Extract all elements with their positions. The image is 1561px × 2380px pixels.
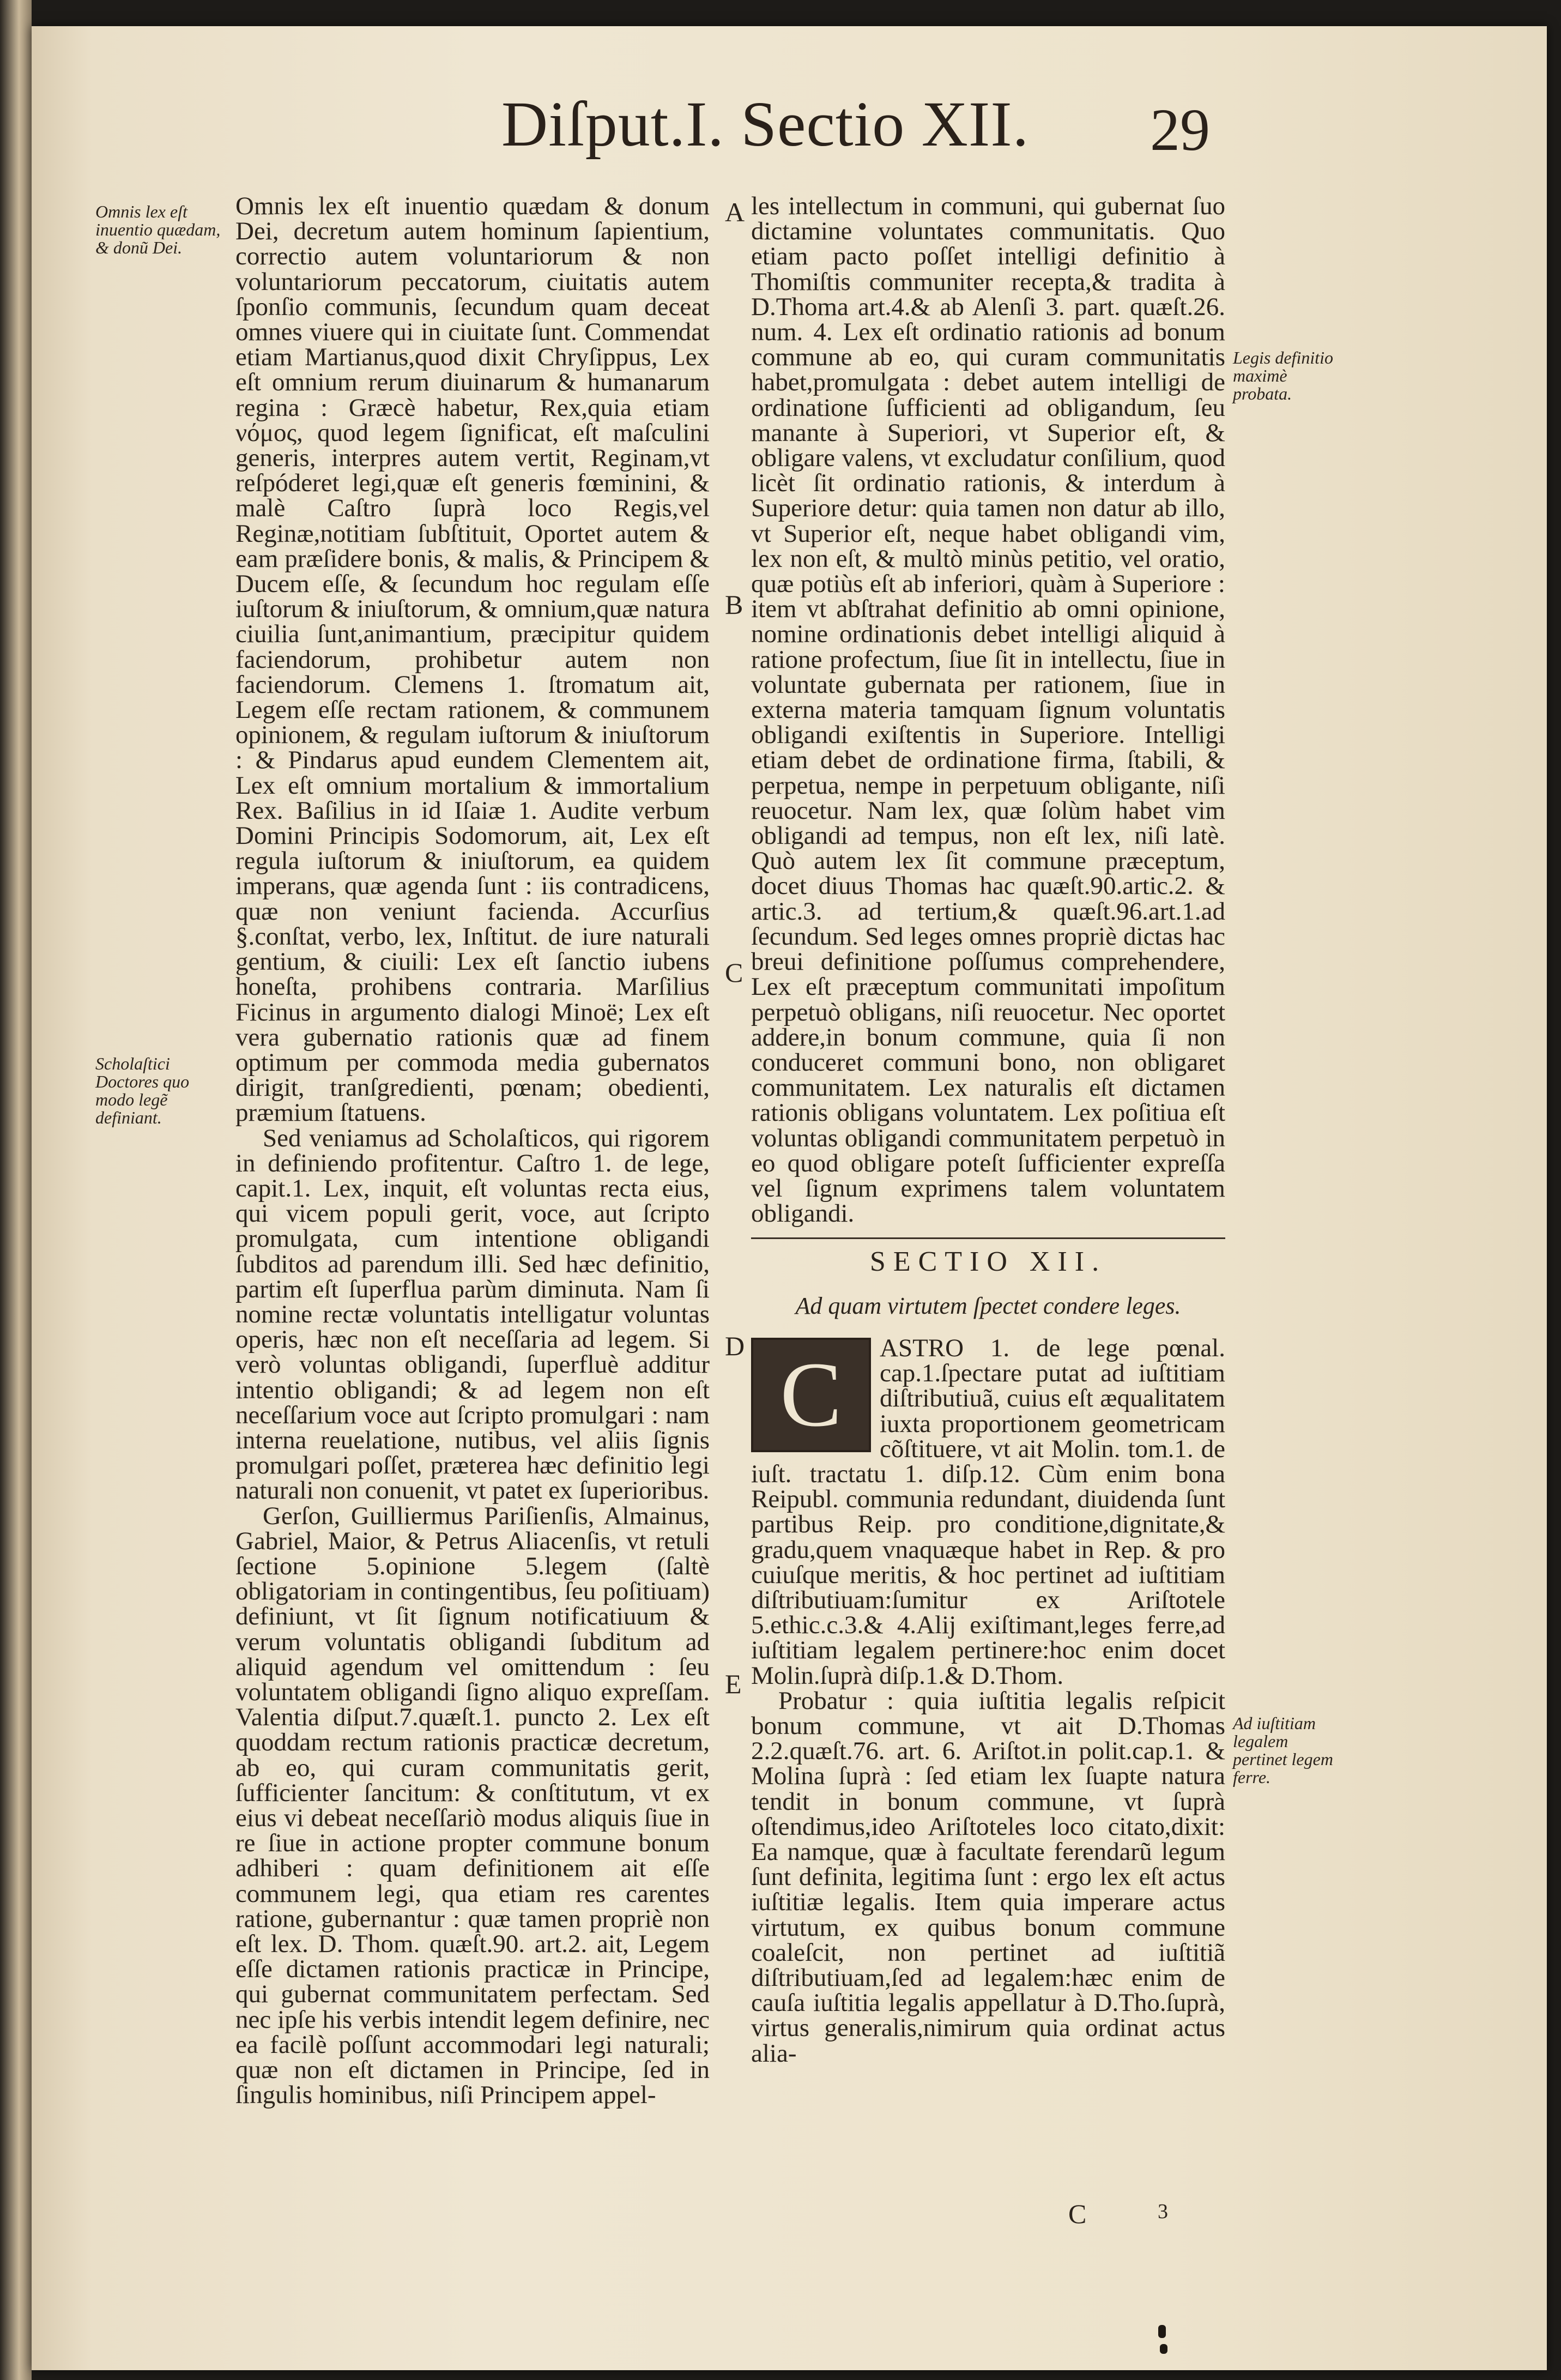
drop-cap: C: [751, 1338, 871, 1452]
column-letter: E: [725, 1669, 742, 1699]
running-header: Diſput.I. Sectio XII.: [501, 88, 1030, 160]
paragraph: Gerſon, Guilliermus Pariſienſis, Almainus, Gabriel, Maior, & Petrus Aliacenſis, vt retuli ſectione 5.opinione 5.legem (ſaltè obligatoriam in contingentibus, ſeu poſitiuam) definiunt, vt ſit ſignum notificatiuum & verum voluntatis obligandi ſubditum ad aliquid agendum vel omittendum : ſeu voluntatem obligandi ſigno aliquo expreſſam. Valentia diſput.7.quæſt.1. puncto 2. Lex eſt quoddam rectum rationis practicæ decretum, ab eo, qui curam communitatis gerit, ſufficienter ſancitum: & conſtitutum, vt ex eius vi debeat neceſſariò modus aliquis ſiue in re ſiue in actione propter commune bonum adhiberi : quam definitionem ait eſſe communem legi, qua etiam res carentes ratione, gubernantur : quæ tamen propriè non eſt lex. D. Thom. quæſt.90. art.2. ait, Legem eſſe dictamen rationis practicæ in Principe, qui gubernat communitatem perfectam. Sed nec ipſe his verbis intendit legem definire, nec ea facilè poſſunt accommodari legi naturali; quæ non eſt dictamen in Principe, ſed in ſingulis hominibus, niſi Principem appel-: [235, 1501, 710, 2110]
section-title: SECTIO XII.: [869, 1246, 1107, 1277]
paragraph: les intellectum in communi, qui gubernat ſuo dictamine voluntates communitatis. Quo etiam pacto poſſet intelligi definitio à Thomiſtis communiter recepta,& tradita à D.Thoma art.4.& ab Alenſi 3. part. quæſt.26. num. 4. Lex eſt ordinatio rationis ad bonum commune ab eo, qui curam communitatis habet,promulgata : debet autem intelligi de ordinatione ſufficienti ad obligandum, ſeu manante à Superiori, vt Superior eſt, & obligare valens, vt excludatur conſilium, quod licèt ſit ordinatio rationis, & interdum à Superiore detur: quia tamen non datur ab illo, vt Superior eſt, neque habet obligandi vim, lex non eſt, & multò minùs petitio, vel oratio, quæ potiùs eſt ab inferiori, quàm à Superiore : item vt abſtrahat definitio ab omni opinione, nomine ordinationis debet intelligi aliquid à ratione profectum, ſiue ſit in intellectu, ſiue in voluntate gubernata per rationem, ſiue in externa materia tamquam ſignum voluntatis obligandi exiſtentis in Superiore. Intelligi etiam debet de ordinatione firma, ſtabili, & perpetua, nempe in perpetuum obligante, niſi reuocetur. Nam lex, quæ ſolùm habet vim obligandi ad tempus, non eſt lex, niſi latè. Quò autem lex ſit commune præceptum, docet diuus Thomas hac quæſt.90.artic.2. & artic.3. ad tertium,& quæſt.96.art.1.ad ſecundum. Sed leges omnes propriè dictas hac breui definitione poſſumus comprehendere, Lex eſt præceptum communitati impoſitum perpetuò obligans, niſi reuocetur. Nec oportet addere,in bonum commune, quia ſi non conduceret communi bono, non obligaret communitatem. Lex naturalis eſt dictamen rationis obligans voluntatem. Lex poſitiua eſt voluntas obligandi communitatem perpetuò in eo quod obligare poteſt ſufficienter expreſſa vel ſignum exprimens talem voluntatem obligandi.: [751, 192, 1225, 1228]
right-column: [751, 194, 1225, 1226]
ink-spot: [1160, 2344, 1167, 2354]
section-body: [751, 1336, 1225, 2066]
margin-note: Ad iuſtitiam legalem pertinet legem ferre.: [1233, 1713, 1333, 1787]
column-letter: B: [725, 589, 743, 620]
ink-spot: [1158, 2325, 1166, 2338]
left-column: [235, 192, 710, 2110]
paragraph: Probatur : quia iuſtitia legalis reſpicit bonum commune, vt ait D.Thomas 2.2.quæſt.76. art. 6. Ariſtot.in polit.cap.1. & Molina ſuprà : ſed etiam lex ſuapte natura tendit in bonum commune, vt ſuprà oſtendimus,ideo Ariſtoteles loco citato,dixit: Ea namque, quæ à facultate ferendarũ legum ſunt definita, legitima ſunt : ergo lex eſt actus iuſtitiæ legalis. Item quia imperare actus virtutum, ex quibus bonum commune coaleſcit, non pertinet ad iuſtitiã diſtributiuam,ſed ad legalem:hæc enim de cauſa iuſtitia legalis appellatur à D.Tho.ſuprà, virtus generalis,nimirum quia ordinat actus alia-: [751, 1686, 1225, 2068]
margin-note: Omnis lex eſt inuentio quædam, & donũ Dei.: [95, 202, 221, 257]
margin-note: Scholaſtici Doctores quo modo legẽ definiant.: [95, 1054, 190, 1127]
catchword: C: [1068, 2198, 1087, 2229]
margin-note: Legis definitio maximè probata.: [1233, 348, 1333, 403]
section-rule: [751, 1237, 1225, 1239]
column-letter: D: [725, 1331, 745, 1361]
paragraph: ASTRO 1. de lege pœnal. cap.1.ſpectare putat ad iuſtitiam diſtributiuã, cuius eſt æqualitatem iuxta proportionem geometricam cõſtituere, vt ait Molin. tom.1. de iuſt. tractatu 1. diſp.12. Cùm enim bona Reipubl. communia redundant, diuidenda ſunt partibus Reip. pro conditione,dignitate,& gradu,quem vnaquæque habet in Rep. & pro cuiuſque meritis, & hoc pertinet ad iuſtitiam diſtributiuam:ſumitur ex Ariſtotele 5.ethic.c.3.& 4.Alij exiſtimant,leges ferre,ad iuſtitiam legalem pertinere:hoc enim docet Molin.ſuprà diſp.1.& D.Thom.: [751, 1334, 1225, 1690]
signature-mark: 3: [1158, 2200, 1168, 2223]
paragraph: Omnis lex eſt inuentio quædam & donum Dei, decretum autem hominum ſapientium, correctio autem voluntariorum & non voluntariorum peccatorum, ciuitatis autem ſponſio communis, ſecundum quam deceat omnes viuere qui in ciuitate ſunt. Commendat etiam Martianus,quod dixit Chryſippus, Lex eſt omnium rerum diuinarum & humanarum regina : Græcè habetur, Rex,quia etiam νόμος, quod legem ſignificat, eſt maſculini generis, interpres autem vertit, Reginam,vt reſpóderet legi,quæ eſt generis fœminini, & malè Caſtro ſuprà loco Regis,vel Reginæ,notitiam ſubſtituit, Oportet autem & eam præſidere bonis, & malis, & Principem & Ducem eſſe, & ſecundum hoc regulam eſſe iuſtorum & iniuſtorum, & omnium,quæ natura ciuilia ſunt,animantium, præcipitur quidem faciendorum, prohibetur autem non faciendorum. Clemens 1. ſtromatum ait, Legem eſſe rectam rationem, & communem opinionem, & regulam iuſtorum & iniuſtorum : & Pindarus apud eundem Clementem ait, Lex eſt omnium mortalium & immortalium Rex. Baſilius in id Iſaiæ 1. Audite verbum Domini Principis Sodomorum, ait, Lex eſt regula iuſtorum & iniuſtorum, ea quidem imperans, quæ agenda ſunt : iis contradicens, quæ non veniunt facienda. Accurſius §.conſtat, verbo, lex, Inſtitut. de iure naturali gentium, & ciuili: Lex eſt ſanctio iubens honeſta, prohibens contraria. Marſilius Ficinus in argumento dialogi Minoë; Lex eſt vera gubernatio rationis quæ ad finem optimum per commoda media gubernatos dirigit, tranſgredienti, pœnam; obedienti, præmium ſtatuens.: [235, 192, 710, 1127]
paragraph: Sed veniamus ad Scholaſticos, qui rigorem in definiendo profitentur. Caſtro 1. de lege, capit.1. Lex, inquit, eſt voluntas recta eius, qui vicem populi gerit, voce, aut ſcripto promulgata, cum intentione obligandi ſubditos ad parendum illi. Sed hæc definitio, partim eſt ſuperflua parùm diminuta. Nam ſi nomine rectæ voluntatis intelligatur voluntas operis, hæc non eſt neceſſaria ad legem. Si verò voluntas obligandi, ſuperfluè additur intentio obligandi; & ad legem non eſt neceſſarium voce aut ſcripto promulgari : nam interna reuelatione, nutibus, vel aliis ſignis promulgari poſſet, præterea hæc definitio legi naturali non conuenit, vt patet ex ſuperioribus.: [235, 1123, 710, 1505]
page-number: 29: [1150, 96, 1210, 163]
facing-page-edge: [0, 0, 32, 2380]
column-letter: C: [725, 957, 743, 988]
section-subtitle: Ad quam virtutem ſpectet condere leges.: [795, 1292, 1181, 1319]
column-letter: A: [725, 197, 745, 227]
